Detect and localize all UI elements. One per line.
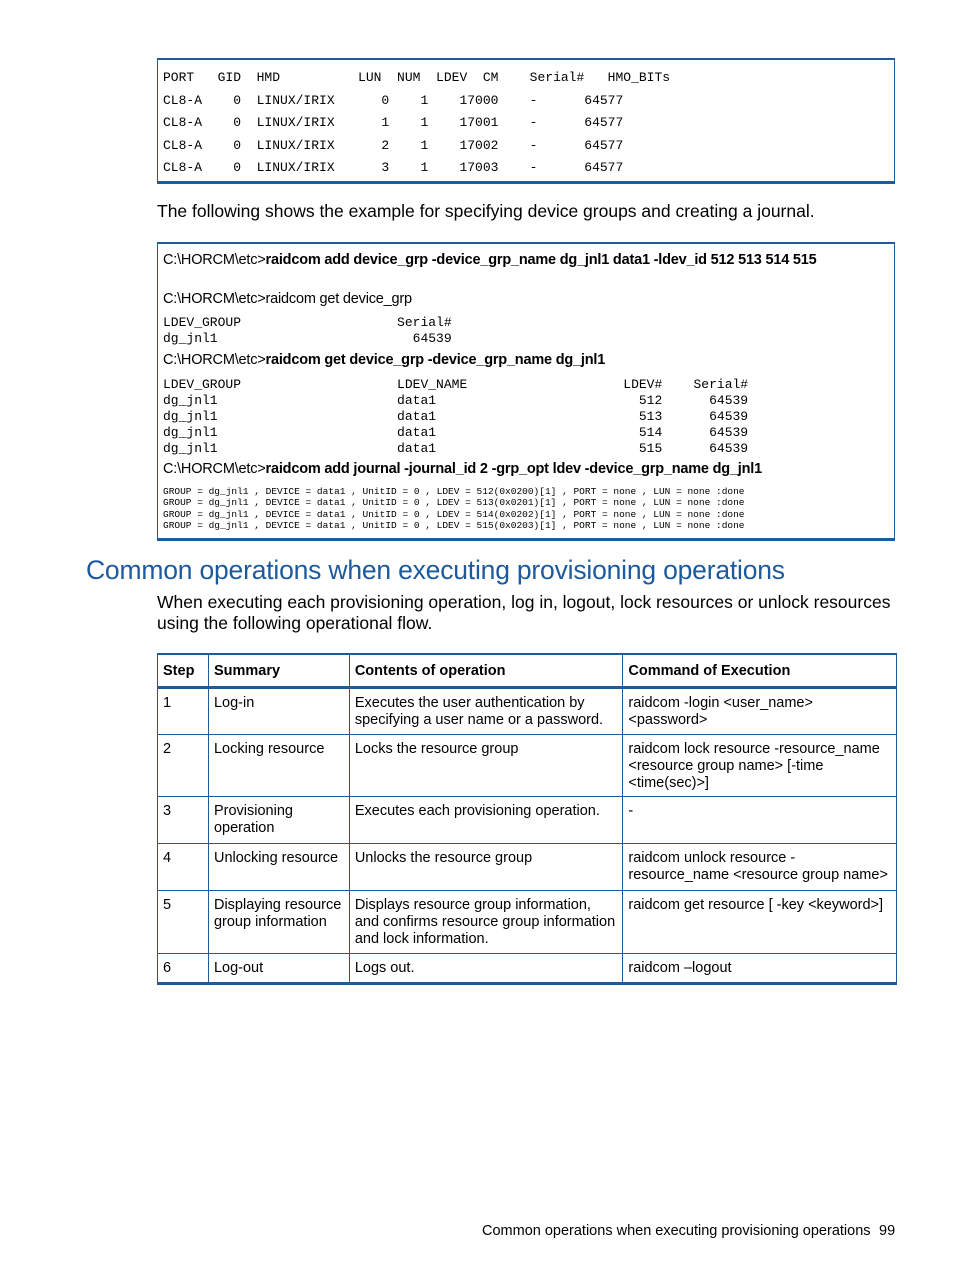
cell-command: raidcom unlock resource -resource_name <resource group name> [623, 844, 897, 891]
intro-text: The following shows the example for specifying device groups and creating a journal. [157, 201, 815, 221]
table-row [158, 797, 897, 844]
cell-summary: Locking resource [208, 735, 349, 797]
command-output-2: LDEV_GROUP Serial# dg_jnl1 64539 [163, 315, 452, 346]
header-step: Step [158, 654, 209, 688]
command-line-2: C:\HORCM\etc>raidcom get device_grp [163, 291, 412, 307]
cell-command: raidcom -login <user_name> <password> [623, 688, 897, 735]
header-command: Command of Execution [623, 654, 897, 688]
cell-summary: Unlocking resource [208, 844, 349, 891]
cell-contents: Logs out. [349, 954, 623, 984]
cell-step: 3 [158, 797, 209, 844]
table-row [158, 688, 897, 735]
table-row [158, 844, 897, 891]
cell-summary: Log-in [208, 688, 349, 735]
cell-command: raidcom get resource [ -key <keyword>] [623, 891, 897, 954]
command-line-4: C:\HORCM\etc>raidcom add journal -journal_id 2 -grp_opt ldev -device_grp_name dg_jnl1 [163, 461, 762, 477]
table-row [158, 735, 897, 797]
cell-contents: Executes the user authentication by specifying a user name or a password. [349, 688, 623, 735]
command-example-box [157, 242, 895, 541]
cell-command: raidcom lock resource -resource_name <resource group name> [-time <time(sec)>] [623, 735, 897, 797]
cell-command: - [623, 797, 897, 844]
page-number: 99 [879, 1223, 896, 1239]
command-line-1: C:\HORCM\etc>raidcom add device_grp -device_grp_name dg_jnl1 data1 -ldev_id 512 513 514 515 [163, 252, 817, 268]
port-listing-box [157, 58, 895, 184]
section-paragraph: When executing each provisioning operation, log in, logout, lock resources or unlock resources using the following operational flow. [157, 592, 891, 633]
cell-step: 4 [158, 844, 209, 891]
table-row [158, 891, 897, 954]
table-header-row [158, 654, 897, 688]
cell-summary: Log-out [208, 954, 349, 984]
command-output-4: GROUP = dg_jnl1 , DEVICE = data1 , UnitID = 0 , LDEV = 512(0x0200)[1] , PORT = none , LUN = none :done GROUP = dg_jnl1 , DEVICE = data1 , UnitID = 0 , LDEV = 513(0x0201)[1] , PORT = none , LUN = none :done GROUP = dg_jnl1 , DEVICE = data1 , UnitID = 0 , LDEV = 514(0x0202)[1] , PORT = none , LUN = none :done GROUP = dg_jnl1 , DEVICE = data1 , UnitID = 0 , LDEV = 515(0x0203)[1] , PORT = none , LUN = none :done [163, 486, 745, 531]
operations-table [157, 653, 897, 985]
cell-command: raidcom –logout [623, 954, 897, 984]
footer-title: Common operations when executing provisioning operations [482, 1223, 871, 1239]
command-output-3: LDEV_GROUP LDEV_NAME LDEV# Serial# dg_jnl1 data1 512 64539 dg_jnl1 data1 513 64539 dg_jnl1 data1 514 64539 dg_jnl1 data1 515 64539 [163, 377, 749, 456]
section-heading: Common operations when executing provisioning operations [86, 555, 785, 585]
cell-summary: Provisioning operation [208, 797, 349, 844]
cell-contents: Unlocks the resource group [349, 844, 623, 891]
cell-step: 2 [158, 735, 209, 797]
cell-contents: Locks the resource group [349, 735, 623, 797]
cell-step: 1 [158, 688, 209, 735]
cell-step: 6 [158, 954, 209, 984]
table-row [158, 954, 897, 984]
header-summary: Summary [208, 654, 349, 688]
port-listing-text: PORT GID HMD LUN NUM LDEV CM Serial# HMO_BITs CL8-A 0 LINUX/IRIX 0 1 17000 - 64577 CL8-A 0 LINUX/IRIX 1 1 17001 - 64577 CL8-A 0 LINUX/IRIX 2 1 17002 - 64577 CL8-A 0 LINUX/IRIX 3 1 17003 - 64577 [163, 70, 671, 175]
header-contents: Contents of operation [349, 654, 623, 688]
cell-contents: Executes each provisioning operation. [349, 797, 623, 844]
command-line-3: C:\HORCM\etc>raidcom get device_grp -device_grp_name dg_jnl1 [163, 352, 606, 368]
cell-step: 5 [158, 891, 209, 954]
cell-contents: Displays resource group information, and confirms resource group information and lock information. [349, 891, 623, 954]
cell-summary: Displaying resource group information [208, 891, 349, 954]
